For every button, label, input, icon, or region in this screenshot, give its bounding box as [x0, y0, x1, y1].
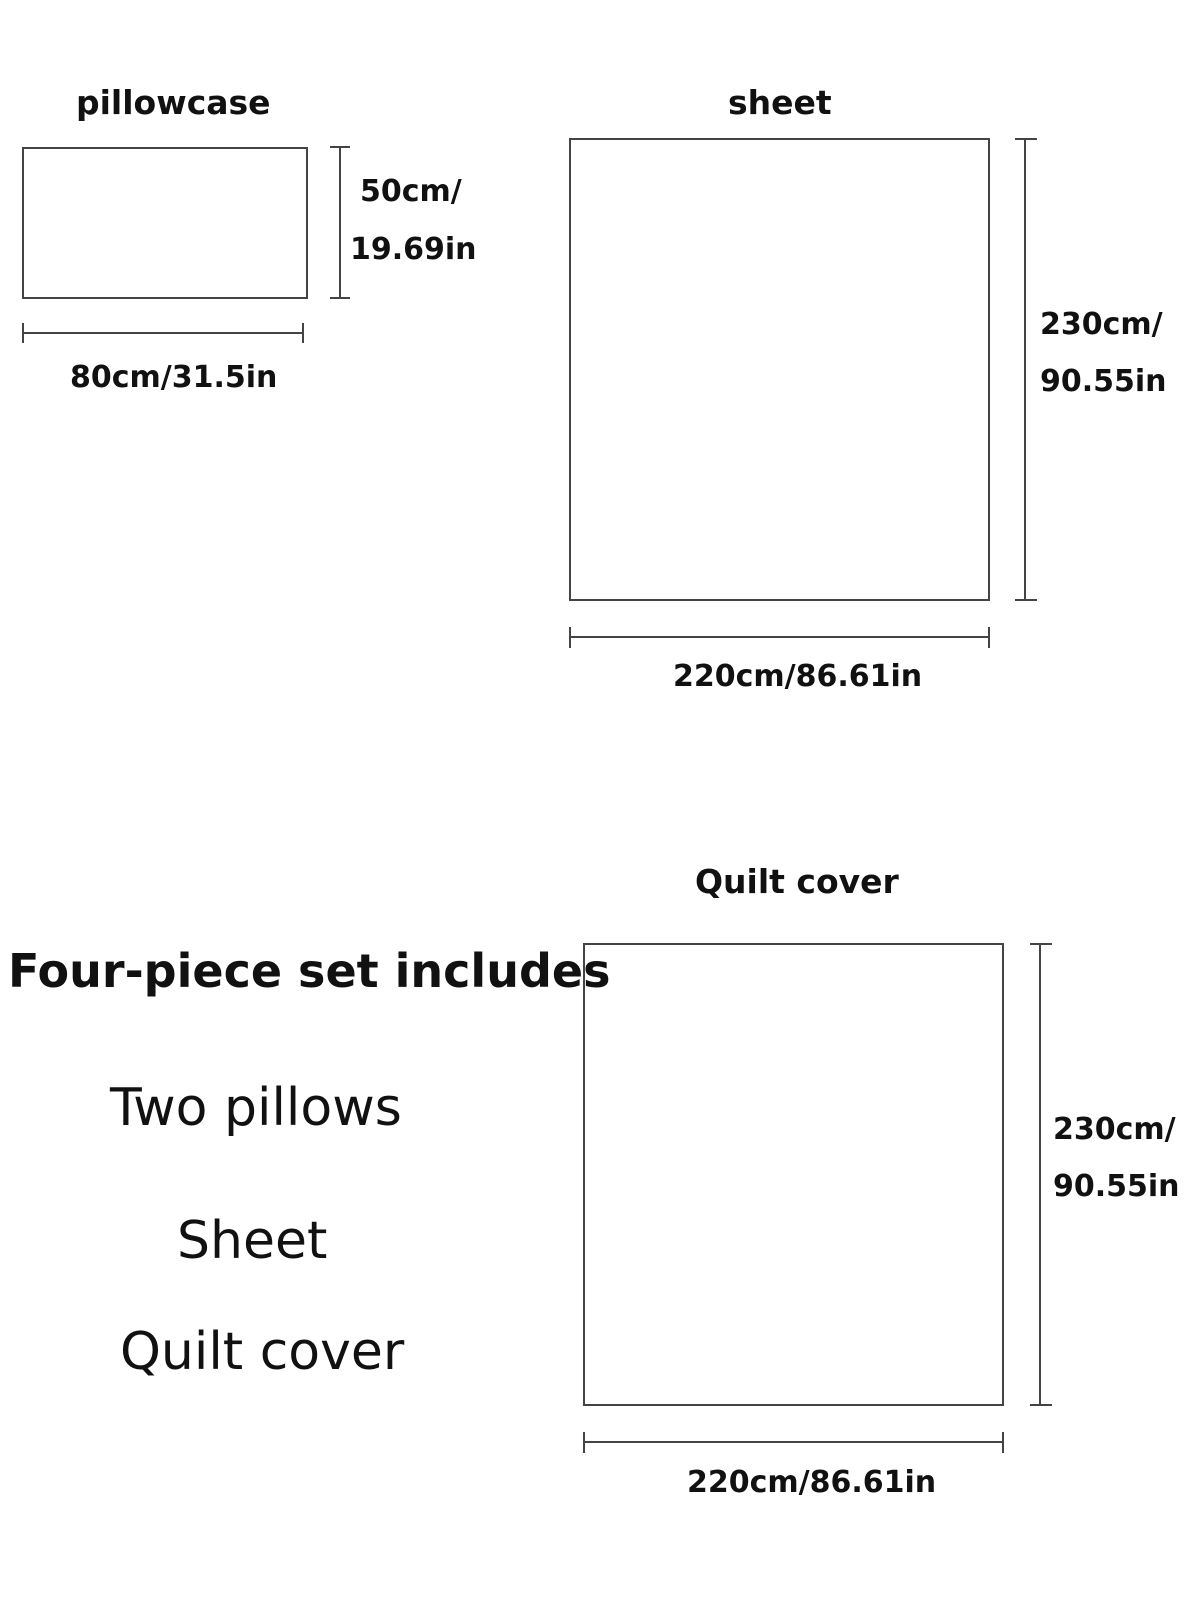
sheet-height-label-line1: 230cm/: [1040, 307, 1163, 342]
quilt-cover-width-line: [584, 1432, 1003, 1453]
pillowcase-width-line: [23, 323, 303, 343]
pillowcase-height-line: [330, 147, 350, 298]
sheet-width-label: 220cm/86.61in: [673, 659, 923, 694]
set-item-sheet: Sheet: [177, 1211, 328, 1271]
quilt-cover-width-label: 220cm/86.61in: [687, 1465, 937, 1500]
pillowcase-height-label-line2: 19.69in: [350, 232, 477, 267]
pillowcase-width-label: 80cm/31.5in: [70, 360, 278, 395]
set-item-two-pillows: Two pillows: [110, 1078, 402, 1138]
sheet-width-line: [570, 627, 989, 648]
pillowcase-title: pillowcase: [76, 83, 271, 122]
quilt-cover-height-line: [1030, 944, 1052, 1405]
set-item-quilt-cover: Quilt cover: [120, 1322, 405, 1382]
sheet-title: sheet: [728, 83, 832, 122]
quilt-cover-height-label-line2: 90.55in: [1053, 1169, 1180, 1204]
quilt-cover-title: Quilt cover: [695, 862, 899, 901]
sheet-height-line: [1015, 139, 1037, 600]
quilt-cover-height-label-line1: 230cm/: [1053, 1112, 1176, 1147]
set-heading: Four-piece set includes: [8, 944, 611, 998]
sheet-height-label-line2: 90.55in: [1040, 364, 1167, 399]
pillowcase-height-label-line1: 50cm/: [360, 174, 462, 209]
